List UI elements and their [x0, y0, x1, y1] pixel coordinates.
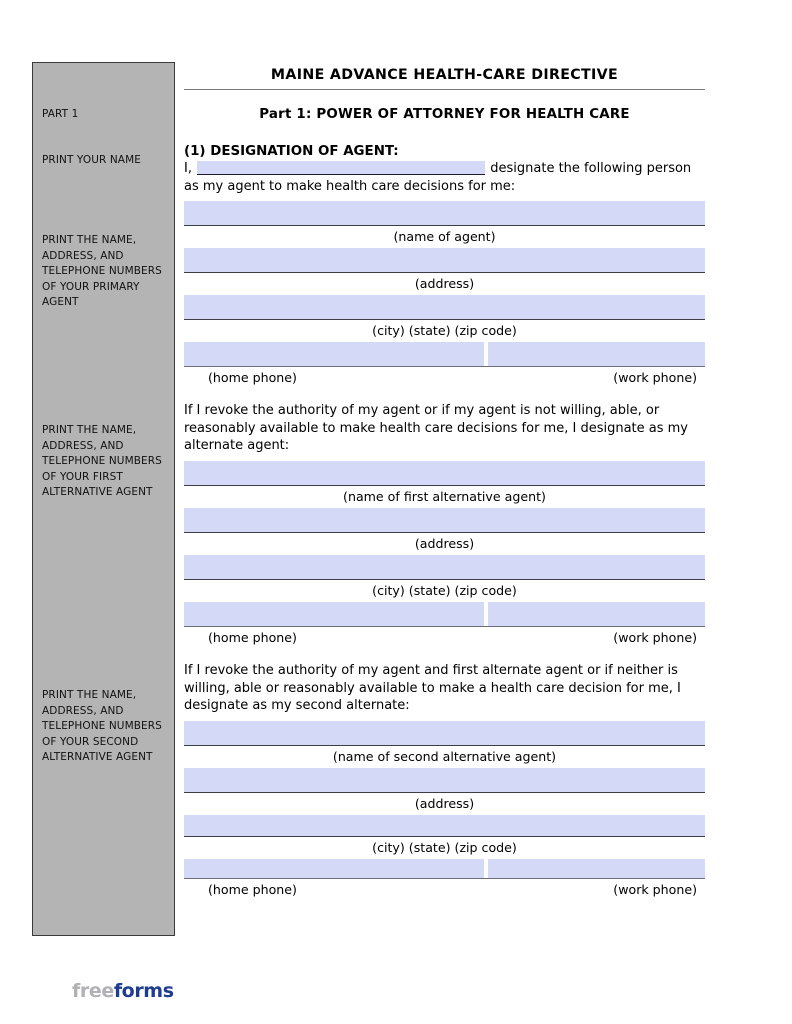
freeforms-logo	[72, 980, 174, 1002]
designation-intro-line2: as my agent to make health care decisions for me:	[184, 178, 516, 194]
form-content	[184, 62, 705, 897]
instruction-sidebar	[32, 62, 175, 936]
first-alternate-name-caption: (name of first alternative agent)	[343, 488, 546, 504]
second-alternate-name-field[interactable]	[184, 721, 705, 746]
first-alternate-block	[184, 461, 705, 645]
first-alternate-phone-captions	[184, 627, 705, 645]
primary-agent-name-field[interactable]	[184, 201, 705, 226]
second-alternate-work-phone-field[interactable]	[488, 859, 705, 878]
first-alternate-home-phone-caption: (home phone)	[208, 629, 297, 645]
first-alternate-paragraph: If I revoke the authority of my agent or if my agent is not willing, able, or reasonably available to make health care decisions for me, I designate as my alternate agent:	[184, 403, 688, 454]
primary-agent-work-phone-field[interactable]	[488, 342, 705, 366]
primary-agent-name-caption: (name of agent)	[393, 229, 496, 245]
primary-agent-phone-row	[184, 342, 705, 367]
primary-agent-city-field[interactable]	[184, 295, 705, 320]
sidebar-note-first-alternative-agent: PRINT THE NAME, ADDRESS, AND TELEPHONE NUMBERS OF YOUR FIRST ALTERNATIVE AGENT	[42, 424, 162, 498]
second-alternate-phone-captions	[184, 879, 705, 897]
part-title: Part 1: POWER OF ATTORNEY FOR HEALTH CARE	[259, 107, 630, 122]
primary-agent-block	[184, 201, 705, 385]
first-alternate-phone-row	[184, 602, 705, 627]
first-alternate-home-phone-field[interactable]	[184, 602, 484, 626]
second-alternate-address-field[interactable]	[184, 768, 705, 793]
first-alternate-address-caption: (address)	[414, 535, 475, 551]
sidebar-note-part-1: PART 1	[42, 108, 79, 120]
second-alternate-city-caption: (city) (state) (zip code)	[372, 839, 517, 855]
sidebar-note-second-alternative-agent: PRINT THE NAME, ADDRESS, AND TELEPHONE NUMBERS OF YOUR SECOND ALTERNATIVE AGENT	[42, 689, 162, 763]
document-title: MAINE ADVANCE HEALTH-CARE DIRECTIVE	[270, 67, 619, 83]
primary-agent-home-phone-caption: (home phone)	[208, 370, 297, 386]
logo-text-forms: forms	[113, 980, 174, 1002]
first-alternate-city-caption: (city) (state) (zip code)	[372, 582, 517, 598]
second-alternate-phone-row	[184, 859, 705, 879]
second-alternate-city-field[interactable]	[184, 815, 705, 837]
primary-agent-phone-captions	[184, 367, 705, 385]
first-alternate-city-field[interactable]	[184, 555, 705, 580]
designation-intro-suffix: designate the following person	[490, 161, 692, 176]
section-heading-designation-of-agent: (1) DESIGNATION OF AGENT:	[184, 144, 399, 159]
title-divider	[184, 89, 705, 90]
first-alternate-name-field[interactable]	[184, 461, 705, 486]
second-alternate-home-phone-caption: (home phone)	[208, 881, 297, 897]
sidebar-note-primary-agent: PRINT THE NAME, ADDRESS, AND TELEPHONE NUMBERS OF YOUR PRIMARY AGENT	[42, 234, 162, 308]
primary-agent-address-caption: (address)	[414, 276, 475, 292]
sidebar-note-print-your-name: PRINT YOUR NAME	[42, 154, 141, 166]
second-alternate-paragraph: If I revoke the authority of my agent and first alternate agent or if neither is willing, able or reasonably available to make a health care decision for me, I designate as my second alternate:	[184, 662, 681, 714]
principal-name-field[interactable]	[197, 161, 485, 175]
second-alternate-home-phone-field[interactable]	[184, 859, 484, 878]
primary-agent-city-caption: (city) (state) (zip code)	[372, 323, 517, 339]
second-alternate-work-phone-caption: (work phone)	[613, 881, 697, 897]
primary-agent-home-phone-field[interactable]	[184, 342, 484, 366]
designation-intro-prefix: I,	[184, 161, 192, 176]
second-alternate-name-caption: (name of second alternative agent)	[332, 748, 557, 764]
first-alternate-address-field[interactable]	[184, 508, 705, 533]
second-alternate-address-caption: (address)	[414, 795, 475, 811]
first-alternate-work-phone-caption: (work phone)	[613, 629, 697, 645]
first-alternate-work-phone-field[interactable]	[488, 602, 705, 626]
primary-agent-work-phone-caption: (work phone)	[613, 370, 697, 386]
logo-text-free: free	[72, 980, 114, 1002]
designation-intro-line	[184, 160, 705, 178]
primary-agent-address-field[interactable]	[184, 248, 705, 273]
second-alternate-block	[184, 721, 705, 897]
